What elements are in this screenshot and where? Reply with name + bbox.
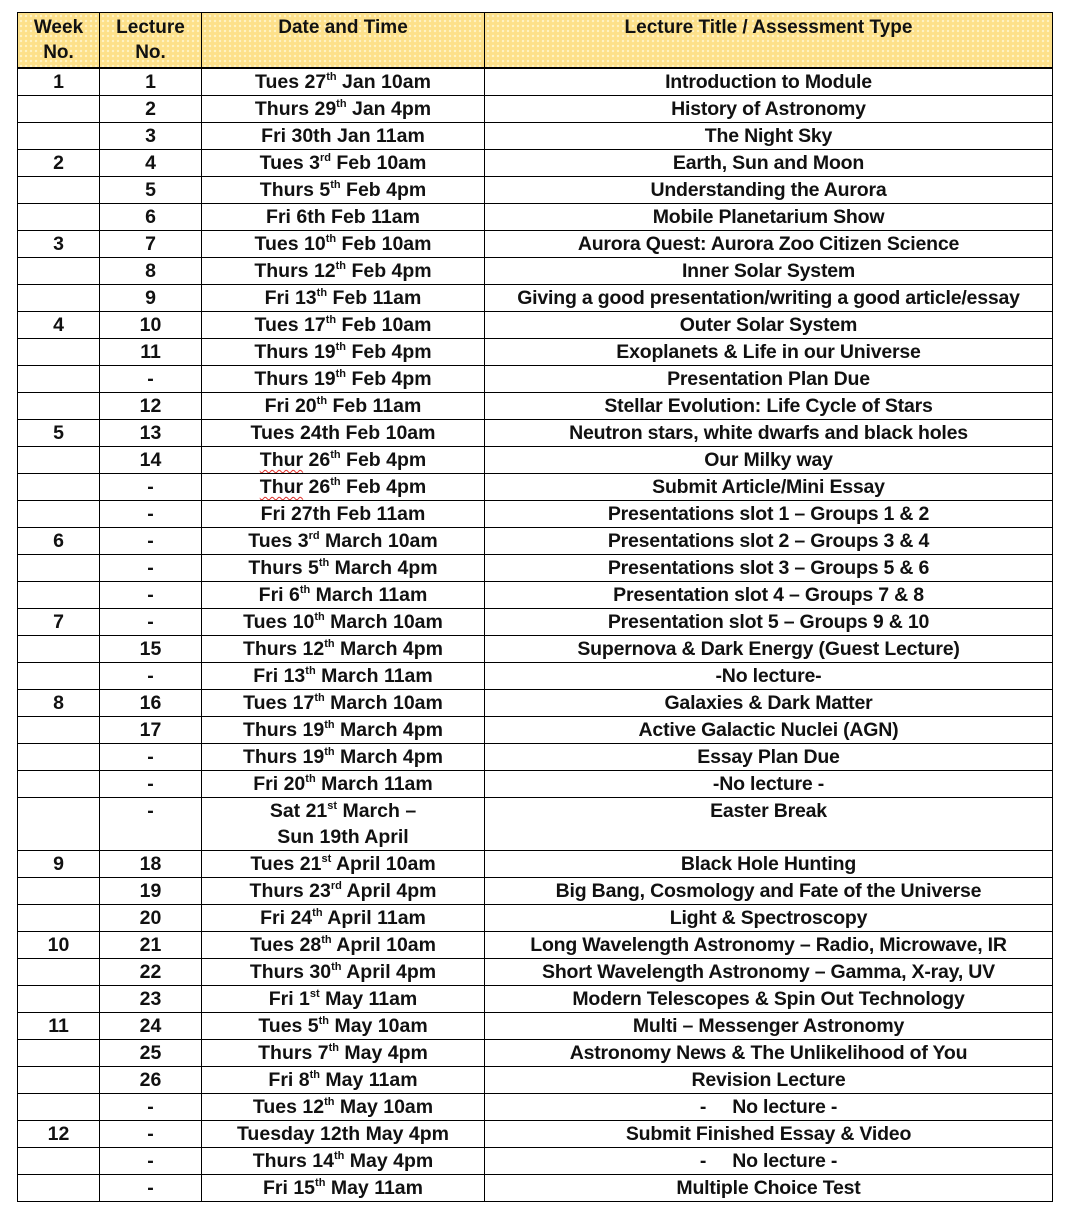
date-cell: Thurs 7th May 4pm bbox=[202, 1040, 485, 1067]
table-row bbox=[18, 447, 1053, 474]
lecture-cell: 6 bbox=[100, 204, 202, 231]
table-row bbox=[18, 1175, 1053, 1202]
date-cell: Fri 6th March 11am bbox=[202, 582, 485, 609]
date-cell: Tues 10th March 10am bbox=[202, 609, 485, 636]
table-row bbox=[18, 851, 1053, 878]
date-cell: Thurs 14th May 4pm bbox=[202, 1148, 485, 1175]
week-cell bbox=[18, 96, 100, 123]
lecture-cell: 3 bbox=[100, 123, 202, 150]
lecture-cell: - bbox=[100, 744, 202, 771]
date-cell: Fri 20th March 11am bbox=[202, 771, 485, 798]
title-cell: Presentation Plan Due bbox=[485, 366, 1053, 393]
week-cell bbox=[18, 447, 100, 474]
ordinal-suffix: th bbox=[305, 664, 316, 677]
week-cell bbox=[18, 204, 100, 231]
header-title-label: Lecture Title / Assessment Type bbox=[624, 17, 913, 38]
table-row bbox=[18, 285, 1053, 312]
table-row bbox=[18, 878, 1053, 905]
date-cell: Thurs 12th Feb 4pm bbox=[202, 258, 485, 285]
lecture-cell: 8 bbox=[100, 258, 202, 285]
week-cell bbox=[18, 258, 100, 285]
ordinal-suffix: rd bbox=[308, 529, 320, 542]
title-cell: Submit Article/Mini Essay bbox=[485, 474, 1053, 501]
title-cell: The Night Sky bbox=[485, 123, 1053, 150]
date-cell: Thurs 19th March 4pm bbox=[202, 717, 485, 744]
lecture-cell: - bbox=[100, 501, 202, 528]
lecture-cell: 11 bbox=[100, 339, 202, 366]
date-cell: Fri 24th April 11am bbox=[202, 905, 485, 932]
week-cell bbox=[18, 177, 100, 204]
date-cell: Thurs 19th March 4pm bbox=[202, 744, 485, 771]
title-cell: Multiple Choice Test bbox=[485, 1175, 1053, 1202]
lecture-cell: 1 bbox=[100, 68, 202, 96]
title-cell: Astronomy News & The Unlikelihood of You bbox=[485, 1040, 1053, 1067]
title-cell: Exoplanets & Life in our Universe bbox=[485, 339, 1053, 366]
lecture-cell: 7 bbox=[100, 231, 202, 258]
week-cell bbox=[18, 555, 100, 582]
week-cell bbox=[18, 744, 100, 771]
ordinal-suffix: th bbox=[316, 394, 328, 407]
table-row bbox=[18, 1040, 1053, 1067]
ordinal-suffix: th bbox=[299, 583, 311, 596]
header-date-label: Date and Time bbox=[278, 17, 408, 38]
title-cell: - No lecture - bbox=[485, 1148, 1053, 1175]
title-cell: Understanding the Aurora bbox=[485, 177, 1053, 204]
table-row bbox=[18, 204, 1053, 231]
week-cell bbox=[18, 366, 100, 393]
date-cell: Fri 8th May 11am bbox=[202, 1067, 485, 1094]
week-cell bbox=[18, 339, 100, 366]
ordinal-suffix: th bbox=[315, 1176, 326, 1189]
lecture-cell: - bbox=[100, 771, 202, 798]
lecture-schedule-table bbox=[17, 12, 1053, 1202]
title-cell: - No lecture - bbox=[485, 1094, 1053, 1121]
title-cell: Long Wavelength Astronomy – Radio, Microwave, IR bbox=[485, 932, 1053, 959]
week-cell bbox=[18, 959, 100, 986]
week-cell bbox=[18, 905, 100, 932]
week-cell bbox=[18, 986, 100, 1013]
table-row bbox=[18, 393, 1053, 420]
table-row bbox=[18, 258, 1053, 285]
date-cell: Tues 3rd March 10am bbox=[202, 528, 485, 555]
lecture-cell: 16 bbox=[100, 690, 202, 717]
ordinal-suffix: rd bbox=[319, 151, 331, 164]
week-cell: 7 bbox=[18, 609, 100, 636]
week-cell: 10 bbox=[18, 932, 100, 959]
title-cell: Our Milky way bbox=[485, 447, 1053, 474]
week-cell bbox=[18, 123, 100, 150]
date-cell: Tues 10th Feb 10am bbox=[202, 231, 485, 258]
lecture-cell: 25 bbox=[100, 1040, 202, 1067]
title-cell: Giving a good presentation/writing a good article/essay bbox=[485, 285, 1053, 312]
lecture-cell: - bbox=[100, 609, 202, 636]
header-date-time bbox=[202, 13, 485, 69]
ordinal-suffix: th bbox=[324, 1095, 335, 1108]
date-cell: Thurs 23rd April 4pm bbox=[202, 878, 485, 905]
lecture-cell: 10 bbox=[100, 312, 202, 339]
week-cell: 1 bbox=[18, 68, 100, 96]
ordinal-suffix: th bbox=[336, 97, 347, 110]
date-cell: Fri 30th Jan 11am bbox=[202, 123, 485, 150]
header-row bbox=[18, 13, 1053, 69]
date-cell: Tuesday 12th May 4pm bbox=[202, 1121, 485, 1148]
ordinal-suffix: th bbox=[305, 772, 316, 785]
table-row bbox=[18, 420, 1053, 447]
ordinal-suffix: th bbox=[312, 906, 323, 919]
title-cell: Introduction to Module bbox=[485, 68, 1053, 96]
ordinal-suffix: th bbox=[335, 367, 347, 380]
date-cell: Thurs 5th March 4pm bbox=[202, 555, 485, 582]
table-row bbox=[18, 986, 1053, 1013]
week-cell: 11 bbox=[18, 1013, 100, 1040]
lecture-cell: 14 bbox=[100, 447, 202, 474]
title-cell: Multi – Messenger Astronomy bbox=[485, 1013, 1053, 1040]
title-cell: Presentations slot 2 – Groups 3 & 4 bbox=[485, 528, 1053, 555]
lecture-cell: - bbox=[100, 798, 202, 851]
lecture-cell: 4 bbox=[100, 150, 202, 177]
ordinal-suffix: th bbox=[334, 1149, 345, 1162]
table-row bbox=[18, 1094, 1053, 1121]
lecture-cell: 23 bbox=[100, 986, 202, 1013]
ordinal-suffix: th bbox=[321, 933, 332, 946]
date-cell: Tues 27th Jan 10am bbox=[202, 68, 485, 96]
ordinal-suffix: th bbox=[325, 232, 337, 245]
table-row bbox=[18, 690, 1053, 717]
lecture-cell: 13 bbox=[100, 420, 202, 447]
table-row bbox=[18, 501, 1053, 528]
table-row bbox=[18, 1013, 1053, 1040]
ordinal-suffix: th bbox=[324, 637, 335, 650]
ordinal-suffix: th bbox=[335, 259, 347, 272]
header-title bbox=[485, 13, 1053, 69]
date-cell: Fri 15th May 11am bbox=[202, 1175, 485, 1202]
week-cell bbox=[18, 717, 100, 744]
title-cell: Black Hole Hunting bbox=[485, 851, 1053, 878]
table-row bbox=[18, 528, 1053, 555]
spellcheck-word: Thur bbox=[259, 476, 304, 498]
ordinal-suffix: rd bbox=[330, 879, 342, 892]
table-row bbox=[18, 1067, 1053, 1094]
ordinal-suffix: th bbox=[324, 745, 335, 758]
lecture-cell: 18 bbox=[100, 851, 202, 878]
spellcheck-word: Thur bbox=[259, 449, 304, 471]
title-cell: Presentation slot 5 – Groups 9 & 10 bbox=[485, 609, 1053, 636]
week-cell bbox=[18, 501, 100, 528]
date-cell: Tues 24th Feb 10am bbox=[202, 420, 485, 447]
date-cell: Tues 28th April 10am bbox=[202, 932, 485, 959]
title-cell: Aurora Quest: Aurora Zoo Citizen Science bbox=[485, 231, 1053, 258]
table-row bbox=[18, 905, 1053, 932]
ordinal-suffix: th bbox=[330, 178, 341, 191]
table-row bbox=[18, 123, 1053, 150]
lecture-cell: - bbox=[100, 1148, 202, 1175]
date-cell: Fri 13th March 11am bbox=[202, 663, 485, 690]
table-row bbox=[18, 663, 1053, 690]
title-cell: Earth, Sun and Moon bbox=[485, 150, 1053, 177]
lecture-cell: 24 bbox=[100, 1013, 202, 1040]
date-cell: Thur 26th Feb 4pm bbox=[202, 474, 485, 501]
date-cell: Fri 6th Feb 11am bbox=[202, 204, 485, 231]
header-week-no bbox=[18, 13, 100, 69]
date-cell: Tues 3rd Feb 10am bbox=[202, 150, 485, 177]
table-row bbox=[18, 582, 1053, 609]
lecture-cell: - bbox=[100, 1094, 202, 1121]
title-cell: Submit Finished Essay & Video bbox=[485, 1121, 1053, 1148]
date-cell: Tues 17th Feb 10am bbox=[202, 312, 485, 339]
table-row bbox=[18, 932, 1053, 959]
lecture-cell: - bbox=[100, 582, 202, 609]
lecture-cell: 5 bbox=[100, 177, 202, 204]
ordinal-suffix: th bbox=[326, 70, 337, 83]
title-cell: Light & Spectroscopy bbox=[485, 905, 1053, 932]
date-cell: Thurs 29th Jan 4pm bbox=[202, 96, 485, 123]
ordinal-suffix: th bbox=[324, 718, 335, 731]
week-cell bbox=[18, 636, 100, 663]
week-cell: 5 bbox=[18, 420, 100, 447]
lecture-cell: 19 bbox=[100, 878, 202, 905]
ordinal-suffix: th bbox=[325, 313, 337, 326]
title-cell: Galaxies & Dark Matter bbox=[485, 690, 1053, 717]
table-row bbox=[18, 609, 1053, 636]
table-row bbox=[18, 555, 1053, 582]
table-row bbox=[18, 1121, 1053, 1148]
lecture-cell: 21 bbox=[100, 932, 202, 959]
title-cell: Easter Break bbox=[485, 798, 1053, 851]
date-cell: Tues 12th May 10am bbox=[202, 1094, 485, 1121]
ordinal-suffix: th bbox=[318, 556, 330, 569]
header-lecture-label: Lecture No. bbox=[116, 17, 185, 63]
date-cell: Fri 13th Feb 11am bbox=[202, 285, 485, 312]
date-cell: Thurs 5th Feb 4pm bbox=[202, 177, 485, 204]
title-cell: Neutron stars, white dwarfs and black holes bbox=[485, 420, 1053, 447]
lecture-cell: - bbox=[100, 1121, 202, 1148]
week-cell bbox=[18, 582, 100, 609]
week-cell bbox=[18, 285, 100, 312]
table-row bbox=[18, 1148, 1053, 1175]
table-body bbox=[18, 68, 1053, 1202]
date-cell: Sat 21st March – Sun 19th April bbox=[202, 798, 485, 851]
table-row bbox=[18, 636, 1053, 663]
title-cell: Presentations slot 1 – Groups 1 & 2 bbox=[485, 501, 1053, 528]
lecture-cell: 20 bbox=[100, 905, 202, 932]
lecture-cell: - bbox=[100, 366, 202, 393]
title-cell: Stellar Evolution: Life Cycle of Stars bbox=[485, 393, 1053, 420]
table-row bbox=[18, 798, 1053, 851]
ordinal-suffix: th bbox=[330, 448, 341, 461]
date-cell: Fri 20th Feb 11am bbox=[202, 393, 485, 420]
week-cell: 3 bbox=[18, 231, 100, 258]
ordinal-suffix: th bbox=[328, 1041, 339, 1054]
week-cell: 9 bbox=[18, 851, 100, 878]
table-row bbox=[18, 771, 1053, 798]
lecture-cell: 17 bbox=[100, 717, 202, 744]
title-cell: Presentations slot 3 – Groups 5 & 6 bbox=[485, 555, 1053, 582]
lecture-cell: - bbox=[100, 474, 202, 501]
date-cell: Fri 27th Feb 11am bbox=[202, 501, 485, 528]
week-cell: 8 bbox=[18, 690, 100, 717]
title-cell: -No lecture - bbox=[485, 771, 1053, 798]
date-cell: Thurs 19th Feb 4pm bbox=[202, 339, 485, 366]
lecture-cell: 22 bbox=[100, 959, 202, 986]
ordinal-suffix: st bbox=[309, 987, 320, 1000]
title-cell: Inner Solar System bbox=[485, 258, 1053, 285]
lecture-cell: 12 bbox=[100, 393, 202, 420]
week-cell bbox=[18, 1067, 100, 1094]
week-cell: 6 bbox=[18, 528, 100, 555]
week-cell bbox=[18, 663, 100, 690]
week-cell: 12 bbox=[18, 1121, 100, 1148]
title-cell: History of Astronomy bbox=[485, 96, 1053, 123]
table-row bbox=[18, 366, 1053, 393]
lecture-cell: 15 bbox=[100, 636, 202, 663]
date-cell: Thurs 30th April 4pm bbox=[202, 959, 485, 986]
ordinal-suffix: th bbox=[330, 475, 341, 488]
table-row bbox=[18, 231, 1053, 258]
ordinal-suffix: th bbox=[314, 610, 325, 623]
week-cell bbox=[18, 1040, 100, 1067]
table-row bbox=[18, 150, 1053, 177]
lecture-cell: - bbox=[100, 663, 202, 690]
title-cell: Modern Telescopes & Spin Out Technology bbox=[485, 986, 1053, 1013]
date-cell: Tues 21st April 10am bbox=[202, 851, 485, 878]
lecture-cell: - bbox=[100, 528, 202, 555]
table-row bbox=[18, 339, 1053, 366]
title-cell: Short Wavelength Astronomy – Gamma, X-ray, UV bbox=[485, 959, 1053, 986]
week-cell bbox=[18, 878, 100, 905]
ordinal-suffix: st bbox=[327, 799, 338, 812]
date-cell: Tues 5th May 10am bbox=[202, 1013, 485, 1040]
lecture-cell: 2 bbox=[100, 96, 202, 123]
date-cell: Thurs 12th March 4pm bbox=[202, 636, 485, 663]
table-row bbox=[18, 474, 1053, 501]
title-cell: Essay Plan Due bbox=[485, 744, 1053, 771]
week-cell bbox=[18, 798, 100, 851]
lecture-cell: 26 bbox=[100, 1067, 202, 1094]
lecture-cell: 9 bbox=[100, 285, 202, 312]
ordinal-suffix: th bbox=[309, 1068, 320, 1081]
table-row bbox=[18, 68, 1053, 96]
ordinal-suffix: th bbox=[318, 1014, 330, 1027]
title-cell: -No lecture- bbox=[485, 663, 1053, 690]
table-row bbox=[18, 312, 1053, 339]
week-cell bbox=[18, 474, 100, 501]
week-cell bbox=[18, 1094, 100, 1121]
title-cell: Big Bang, Cosmology and Fate of the Universe bbox=[485, 878, 1053, 905]
week-cell bbox=[18, 1148, 100, 1175]
week-cell bbox=[18, 1175, 100, 1202]
week-cell bbox=[18, 393, 100, 420]
table-row bbox=[18, 177, 1053, 204]
table-row bbox=[18, 744, 1053, 771]
week-cell bbox=[18, 771, 100, 798]
ordinal-suffix: th bbox=[316, 286, 328, 299]
week-cell: 4 bbox=[18, 312, 100, 339]
header-lecture-no bbox=[100, 13, 202, 69]
ordinal-suffix: th bbox=[314, 691, 325, 704]
ordinal-suffix: st bbox=[321, 852, 332, 865]
table-row bbox=[18, 959, 1053, 986]
date-cell: Fri 1st May 11am bbox=[202, 986, 485, 1013]
title-cell: Mobile Planetarium Show bbox=[485, 204, 1053, 231]
date-cell: Thur 26th Feb 4pm bbox=[202, 447, 485, 474]
lecture-cell: - bbox=[100, 1175, 202, 1202]
date-cell: Thurs 19th Feb 4pm bbox=[202, 366, 485, 393]
header-week-label: Week No. bbox=[33, 17, 84, 63]
lecture-cell: - bbox=[100, 555, 202, 582]
title-cell: Supernova & Dark Energy (Guest Lecture) bbox=[485, 636, 1053, 663]
table-row bbox=[18, 96, 1053, 123]
ordinal-suffix: th bbox=[331, 960, 342, 973]
title-cell: Active Galactic Nuclei (AGN) bbox=[485, 717, 1053, 744]
table-header bbox=[18, 13, 1053, 69]
title-cell: Outer Solar System bbox=[485, 312, 1053, 339]
week-cell: 2 bbox=[18, 150, 100, 177]
title-cell: Presentation slot 4 – Groups 7 & 8 bbox=[485, 582, 1053, 609]
ordinal-suffix: th bbox=[335, 340, 347, 353]
table-row bbox=[18, 717, 1053, 744]
title-cell: Revision Lecture bbox=[485, 1067, 1053, 1094]
date-cell: Tues 17th March 10am bbox=[202, 690, 485, 717]
